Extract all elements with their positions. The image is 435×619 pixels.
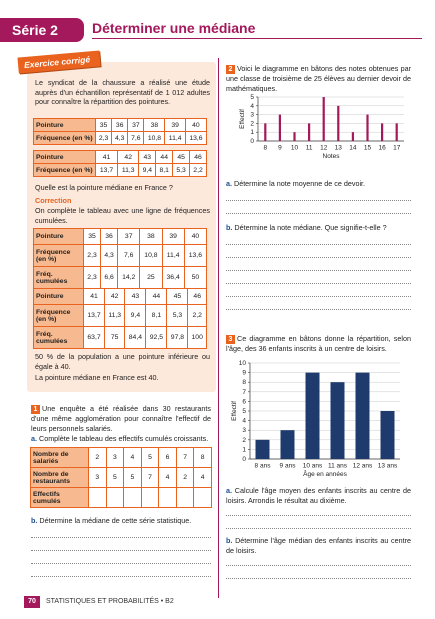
answer-line[interactable] <box>31 563 211 564</box>
cell: 7 <box>176 448 194 468</box>
cell: 100 <box>188 327 207 349</box>
answer-line[interactable] <box>226 565 411 566</box>
cell: 37 <box>128 119 144 132</box>
cell: 13,6 <box>185 132 206 145</box>
cell: 8,1 <box>146 305 167 327</box>
bar <box>337 106 339 141</box>
ex3-text <box>226 334 411 354</box>
cell: 43 <box>125 289 146 305</box>
ex1-table <box>30 447 212 508</box>
ex3-statement: Ce diagramme en bâtons donne la répartition, selon l'âge, des 36 enfants inscrits à un centre de loisirs. <box>226 334 411 353</box>
row-label: Nombre de restaurants <box>31 468 89 488</box>
answer-line[interactable] <box>31 576 211 577</box>
cell: 2,3 <box>84 267 101 289</box>
row-label: Pointure <box>34 119 96 132</box>
y-axis-label: Effectif <box>231 401 238 421</box>
cell: 45 <box>173 151 190 164</box>
cell: 4 <box>159 468 177 488</box>
x-tick-label: 12 ans <box>352 462 373 470</box>
ex2-qa-text: Détermine la note moyenne de ce devoir. <box>234 179 366 188</box>
empty-cell[interactable] <box>176 488 194 508</box>
cell: 63,7 <box>84 327 105 349</box>
empty-cell[interactable] <box>106 488 124 508</box>
cell: 36 <box>101 229 118 245</box>
cell: 10,8 <box>144 132 165 145</box>
cell: 11,4 <box>165 132 185 145</box>
x-tick-label: 14 <box>349 144 357 152</box>
cell: 25 <box>140 267 162 289</box>
answer-line[interactable] <box>226 528 411 529</box>
cell: 5,3 <box>167 305 188 327</box>
y-axis-label: Effectif <box>239 109 246 129</box>
x-tick-label: 9 ans <box>279 462 296 470</box>
bar <box>356 373 370 459</box>
cell: 46 <box>188 289 207 305</box>
answer-line[interactable] <box>226 213 411 214</box>
cell: 11,3 <box>118 164 139 177</box>
header-rule <box>92 38 422 39</box>
bar <box>256 440 270 459</box>
cell: 13,6 <box>184 245 206 267</box>
column-divider <box>218 58 219 598</box>
cell: 42 <box>118 151 139 164</box>
cell: 45 <box>167 289 188 305</box>
y-tick-label: 10 <box>238 360 246 367</box>
x-tick-label: 8 ans <box>254 462 271 470</box>
x-tick-label: 17 <box>393 144 401 152</box>
table-pointures-2 <box>33 150 207 177</box>
ex1-text <box>31 404 211 433</box>
cell: 75 <box>105 327 125 349</box>
cell: 8 <box>194 448 212 468</box>
cell: 5 <box>106 468 124 488</box>
row-label: Fréq. cumulées <box>34 327 84 349</box>
cell: 50 <box>184 267 206 289</box>
row-label: Fréquence (en %) <box>34 132 96 145</box>
cell: 7 <box>141 468 159 488</box>
cell: 2,2 <box>190 164 207 177</box>
bar <box>381 123 383 141</box>
y-tick-label: 5 <box>250 94 254 101</box>
y-tick-label: 3 <box>242 427 246 435</box>
x-tick-label: 16 <box>378 144 386 152</box>
cell: 13,7 <box>96 164 118 177</box>
ex2-text <box>226 64 411 93</box>
empty-cell[interactable] <box>89 488 107 508</box>
y-tick-label: 4 <box>250 102 254 110</box>
cell: 5,3 <box>173 164 190 177</box>
footer-text: STATISTIQUES ET PROBABILITÉS • B2 <box>46 598 174 605</box>
cell: 42 <box>105 289 125 305</box>
answer-line[interactable] <box>31 550 211 551</box>
ex1-number: 1 <box>31 405 40 414</box>
cell: 11,4 <box>162 245 184 267</box>
cell: 84,4 <box>125 327 146 349</box>
page-title: Déterminer une médiane <box>92 20 256 36</box>
empty-cell[interactable] <box>124 488 142 508</box>
ex3-qa-text: Calcule l'âge moyen des enfants inscrits au centre de loisirs. Arrondis le résultat au dixième. <box>226 486 411 505</box>
y-tick-label: 0 <box>242 456 246 463</box>
answer-line[interactable] <box>226 296 411 297</box>
answer-line[interactable] <box>31 537 211 538</box>
serie-tab: Série 2 <box>0 18 84 42</box>
cell: 35 <box>84 229 101 245</box>
x-tick-label: 8 <box>263 144 268 152</box>
cell: 9,4 <box>125 305 146 327</box>
empty-cell[interactable] <box>141 488 159 508</box>
cell: 43 <box>139 151 156 164</box>
ex2-qa <box>226 179 411 189</box>
ex1-qa-letter: a. <box>31 434 37 443</box>
cell: 40 <box>184 229 206 245</box>
cell: 92,5 <box>146 327 167 349</box>
x-axis-label: Notes <box>322 153 340 160</box>
ages-bar-chart <box>226 356 416 482</box>
y-tick-label: 1 <box>242 446 246 454</box>
cell: 4 <box>194 468 212 488</box>
cell: 5 <box>124 468 142 488</box>
bar <box>331 382 345 459</box>
answer-line[interactable] <box>226 283 411 284</box>
corrige-intro: Le syndicat de la chaussure a réalisé une étude auprès d'un échantillon représentatif de 1 012 adultes pour connaître la répartition des pointures. <box>35 78 210 106</box>
cell: 8,1 <box>156 164 173 177</box>
cell: 41 <box>84 289 105 305</box>
cell: 39 <box>165 119 185 132</box>
y-tick-label: 8 <box>242 379 246 387</box>
cell: 3 <box>89 468 107 488</box>
x-tick-label: 15 <box>363 144 372 152</box>
row-label: Nombre de salariés <box>31 448 89 468</box>
bar <box>306 373 320 459</box>
cell: 7,6 <box>118 245 140 267</box>
y-tick-label: 6 <box>242 398 246 406</box>
ex3-qa-letter: a. <box>226 486 232 495</box>
cell: 2,2 <box>188 305 207 327</box>
cell: 41 <box>96 151 118 164</box>
x-tick-label: 12 <box>320 144 328 152</box>
table-pointures-1 <box>33 118 207 145</box>
x-axis-label: Âge en années <box>303 471 347 478</box>
row-label: Fréquence (en %) <box>34 245 84 267</box>
ex3-qb-text: Détermine l'âge médian des enfants inscrits au centre de loisirs. <box>226 536 412 555</box>
bar <box>366 115 368 141</box>
cell: 5 <box>141 448 159 468</box>
y-tick-label: 9 <box>242 369 246 377</box>
row-label: Pointure <box>34 289 84 305</box>
x-tick-label: 13 <box>334 144 342 152</box>
answer-line[interactable] <box>226 515 411 516</box>
ex2-statement: Voici le diagramme en bâtons des notes obtenues par une classe de troisième de 25 élèves au dernier devoir de mathématiques. <box>226 64 411 93</box>
cell: 7,6 <box>128 132 144 145</box>
ex1-qb <box>31 516 211 526</box>
cell: 38 <box>140 229 162 245</box>
y-tick-label: 2 <box>250 120 254 128</box>
bar <box>323 97 325 141</box>
cell: 10,8 <box>140 245 162 267</box>
ex2-qb <box>226 223 411 233</box>
row-label: Pointure <box>34 229 84 245</box>
ex3-qb-letter: b. <box>226 536 233 545</box>
ex2-number: 2 <box>226 65 235 74</box>
correction-label: Correction <box>35 196 72 205</box>
cell: 44 <box>146 289 167 305</box>
answer-line[interactable] <box>226 244 411 245</box>
cell: 2,3 <box>96 132 112 145</box>
y-tick-label: 0 <box>250 138 254 145</box>
conclusion-2: La pointure médiane en France est 40. <box>35 373 159 382</box>
cell: 11,3 <box>105 305 125 327</box>
x-tick-label: 10 ans <box>302 462 323 470</box>
cell: 4,3 <box>101 245 118 267</box>
bar <box>293 132 295 141</box>
answer-line[interactable] <box>226 309 411 310</box>
cell: 39 <box>162 229 184 245</box>
cell: 46 <box>190 151 207 164</box>
y-tick-label: 5 <box>242 408 246 415</box>
y-tick-label: 3 <box>250 111 254 119</box>
empty-cell[interactable] <box>159 488 177 508</box>
cell: 38 <box>144 119 165 132</box>
row-label: Fréq. cumulées <box>34 267 84 289</box>
row-label: Fréquence (en %) <box>34 164 96 177</box>
y-tick-label: 4 <box>242 417 246 425</box>
x-tick-label: 11 ans <box>327 462 348 470</box>
cell: 6,6 <box>101 267 118 289</box>
cell: 44 <box>156 151 173 164</box>
bar <box>396 123 398 141</box>
ex2-qa-letter: a. <box>226 179 232 188</box>
y-tick-label: 1 <box>250 129 254 137</box>
bar <box>381 411 395 459</box>
x-tick-label: 11 <box>305 144 313 152</box>
y-tick-label: 7 <box>242 388 246 396</box>
table-cumul-1 <box>33 228 207 289</box>
bar <box>279 115 281 141</box>
cell: 35 <box>96 119 112 132</box>
ex3-qb <box>226 536 411 555</box>
ex3-number: 3 <box>226 335 235 344</box>
ex2-qb-letter: b. <box>226 223 233 232</box>
cell: 9,4 <box>139 164 156 177</box>
x-tick-label: 13 ans <box>377 462 398 470</box>
cell: 2 <box>89 448 107 468</box>
ex2-qb-text: Détermine la note médiane. Que signifie-t-elle ? <box>234 223 387 232</box>
bar <box>308 123 310 141</box>
ex1-qa <box>31 434 211 444</box>
empty-cell[interactable] <box>194 488 212 508</box>
ex1-qb-text: Détermine la médiane de cette série statistique. <box>39 516 192 525</box>
cell: 6 <box>159 448 177 468</box>
cell: 4 <box>124 448 142 468</box>
answer-line[interactable] <box>226 257 411 258</box>
corrige-label: Exercice corrigé <box>17 50 100 73</box>
corrige-question: Quelle est la pointure médiane en France ? <box>35 183 173 192</box>
bar <box>264 123 266 141</box>
ex1-statement: Une enquête a été réalisée dans 30 restaurants d'une même agglomération pour connaître l'effectif de leurs personnels salariés. <box>31 404 211 433</box>
cell: 2,3 <box>84 245 101 267</box>
cell: 40 <box>185 119 206 132</box>
bar <box>281 430 295 459</box>
row-label: Effectifs cumulés <box>31 488 89 508</box>
answer-line[interactable] <box>226 270 411 271</box>
answer-line[interactable] <box>226 200 411 201</box>
ex1-qa-text: Complète le tableau des effectifs cumulés croissants. <box>39 434 209 443</box>
cell: 2 <box>176 468 194 488</box>
cell: 36,4 <box>162 267 184 289</box>
bar <box>352 132 354 141</box>
y-tick-label: 2 <box>242 436 246 444</box>
x-tick-label: 9 <box>278 144 282 152</box>
cell: 4,3 <box>112 132 128 145</box>
ex3-qa <box>226 486 411 505</box>
page-number: 70 <box>24 596 40 608</box>
conclusion-1: 50 % de la population a une pointure inférieure ou égale à 40. <box>35 352 210 371</box>
cell: 37 <box>118 229 140 245</box>
answer-line[interactable] <box>226 578 411 579</box>
notes-bar-chart <box>226 92 416 166</box>
cell: 3 <box>106 448 124 468</box>
cell: 36 <box>112 119 128 132</box>
correction-text: On complète le tableau avec une ligne de fréquences cumulées. <box>35 206 210 225</box>
cell: 14,2 <box>118 267 140 289</box>
row-label: Fréquence (en %) <box>34 305 84 327</box>
x-tick-label: 10 <box>290 144 299 152</box>
table-cumul-2 <box>33 288 207 349</box>
cell: 13,7 <box>84 305 105 327</box>
row-label: Pointure <box>34 151 96 164</box>
cell: 97,8 <box>167 327 188 349</box>
ex1-qb-letter: b. <box>31 516 38 525</box>
